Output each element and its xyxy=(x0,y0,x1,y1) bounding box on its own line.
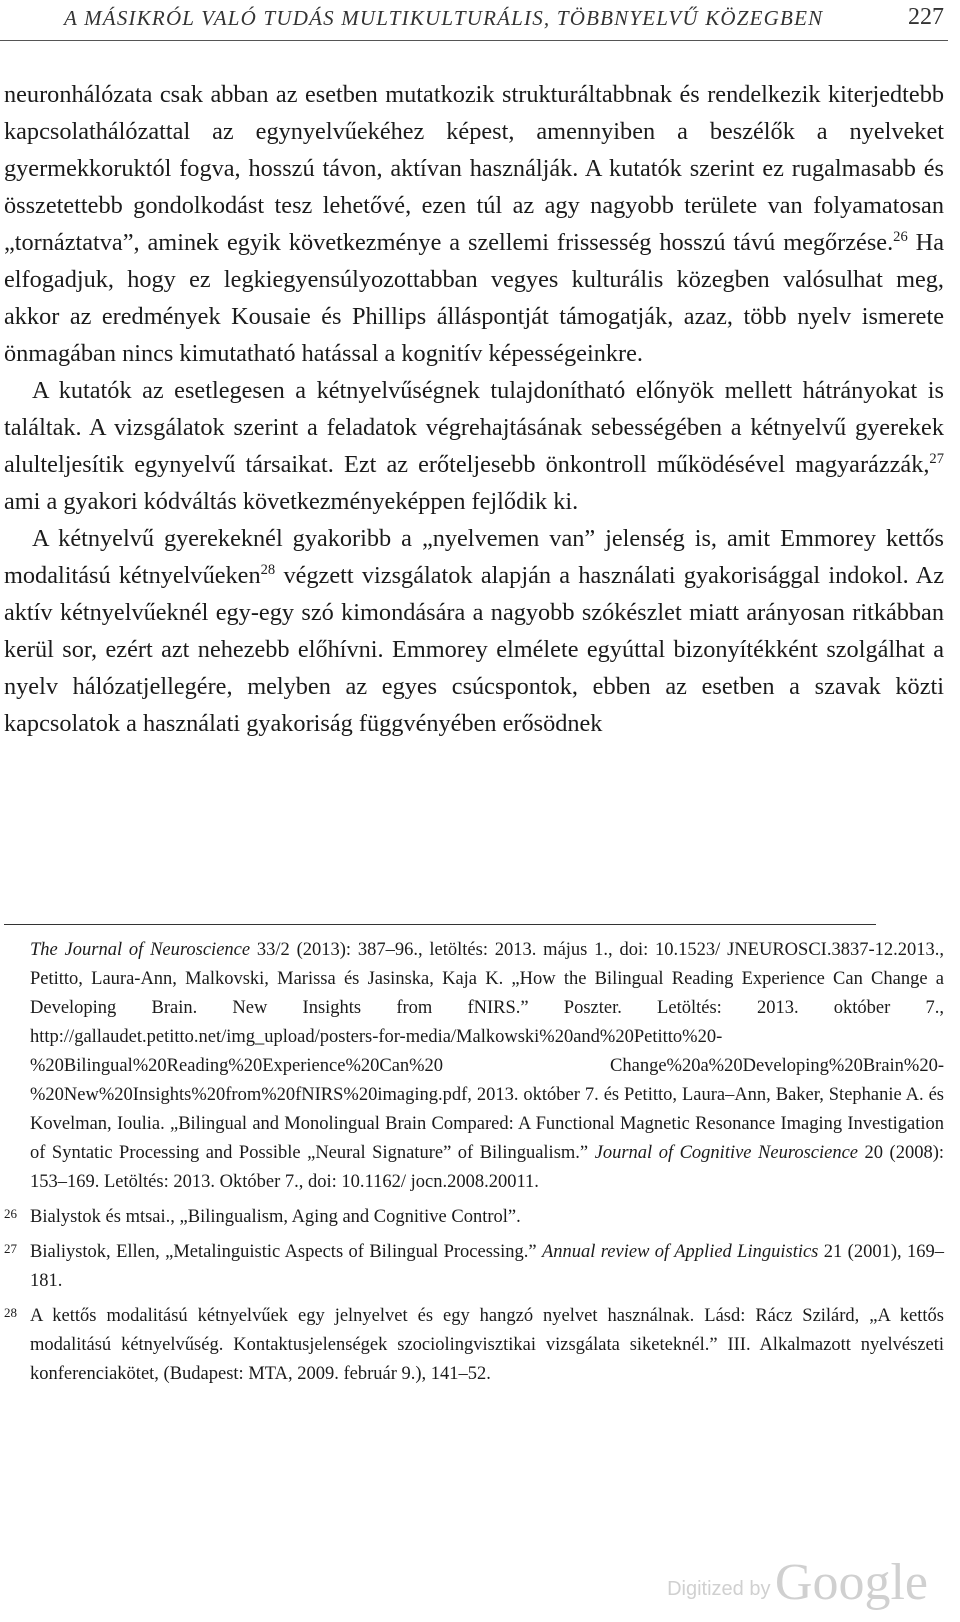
page-header xyxy=(0,0,960,44)
footnote-number: 28 xyxy=(4,1305,17,1320)
footnote-ref-27[interactable]: 27 xyxy=(929,450,944,467)
running-title: A MÁSIKRÓL VALÓ TUDÁS MULTIKULTURÁLIS, TÖBBNYELVŰ KÖZEGBEN xyxy=(64,6,824,30)
footnote-28: 28 A kettős modalitású kétnyelvűek egy jelnyelvet és egy hangzó nyelvet használnak. Lásd: Rácz Szilárd, „A kettős modalitású kétnyelvűség. Kontaktusjelenségek szociolingvisztikai vizsgálata siketeknél.” III. Alkalmazott nyelvészeti konferenciakötet, (Budapest: MTA, 2009. február 9.), 141–52. xyxy=(4,1302,944,1389)
page-number: 227 xyxy=(908,4,944,30)
footnote-continued: The Journal of Neuroscience 33/2 (2013): 387–96., letöltés: 2013. május 1., doi: 10.1523/ JNEUROSCI.3837-12.2013., Petitto, Laura-Ann, Malkovski, Marissa és Jasinska, Kaja K. „How the Bilingual Reading Experience Can Change a Developing Brain. New Insights from fNIRS.” Poszter. Letöltés: 2013. október 7., http://gallaudet.petitto.net/img_upload/posters-for-media/Malkowski%20and%20Petitto%20-%20Bilingual%20Reading%20Experience%20Can%20 Change%20a%20Developing%20Brain%20-%20New%20Insights%20from%20fNIRS%20imaging.pdf, 2013. október 7. és Petitto, Laura–Ann, Baker, Stephanie A. és Kovelman, Ioulia. „Bilingual and Monolingual Brain Compared: A Functional Magnetic Resonance Imaging Investigation of Syntatic Processing and Possible „Neural Signature” of Bilingualism.” Journal of Cognitive Neuroscience 20 (2008): 153–169. Letöltés: 2013. Október 7., doi: 10.1162/ jocn.2008.20011. xyxy=(30,940,945,1192)
digitized-by-google-watermark: Digitized by Google xyxy=(667,1554,928,1611)
footnote-26: 26 Bialystok és mtsai., „Bilingualism, Aging and Cognitive Control”. xyxy=(4,1203,944,1232)
paragraph-1: neuronhálózata csak abban az esetben mutatkozik strukturáltabbnak és rendelkezik kiterjedtebb kapcsolathálózattal az egynyelvűekéhez képest, amennyiben a beszélők a nyelveket gyermekkoruktól fogva, hosszú távon, aktívan használják. A kutatók szerint ez rugalmasabb és összetettebb gondolkodást tesz lehetővé, ezen túl az agy nagyobb területe van folyamatosan „tornáztatva”, aminek egyik következménye a szellemi frissesség hosszú távú megőrzése.$^{26}$ Ha elfogadjuk, hogy ez legkiegyensúlyozottabban vegyes kulturális közegben valósulhat meg, akkor az eredmények Kousaie és Phillips álláspontját támogatják, azaz, több nyelv ismerete önmagában nincs kimutatható hatással a kognitív képességeinkre. xyxy=(4,81,945,367)
footnote-number: 26 xyxy=(4,1206,17,1221)
footnote-number: 27 xyxy=(4,1241,17,1256)
body-text xyxy=(4,76,944,742)
paragraph-2: A kutatók az esetlegesen a kétnyelvűségnek tulajdonítható előnyök mellett hátrányokat is találtak. A vizsgálatok szerint a feladatok végrehajtásának sebességében a kétnyelvű gyerekek alulteljesítik egynyelvű társaikat. Ezt az erőteljesebb önkontroll működésével magyarázzák,$^{27}$ ami a gyakori kódváltás következményeképpen fejlődik ki. xyxy=(4,377,944,515)
footnote-27: 27 Bialiystok, Ellen, „Metalinguistic Aspects of Bilingual Processing.” Annual review of Applied Linguistics 21 (2001), 169–181. xyxy=(4,1238,944,1296)
footnote-rule xyxy=(4,924,876,925)
footnote-ref-26[interactable]: 26 xyxy=(893,228,908,245)
footnotes xyxy=(4,936,944,1389)
header-rule xyxy=(0,40,948,41)
paragraph-3: A kétnyelvű gyerekeknél gyakoribb a „nyelvemen van” jelenség is, amit Emmorey kettős modalitású kétnyelvűeken$^{28}$ végzett vizsgálatok alapján a használati gyakorisággal indokol. Az aktív kétnyelvűeknél egy-egy szó kimondására a nagyobb szókészlet miatt arányosan ritkábban kerül sor, ezért azt nehezebb előhívni. Emmorey elmélete egyúttal bizonyítékként szolgálhat a nyelv hálózatjellegére, melyben az egyes csúcspontok, ebben az esetben a szavak közti kapcsolatok a használati gyakoriság függvényében erősödnek xyxy=(4,525,944,737)
footnote-ref-28[interactable]: 28 xyxy=(260,561,276,578)
